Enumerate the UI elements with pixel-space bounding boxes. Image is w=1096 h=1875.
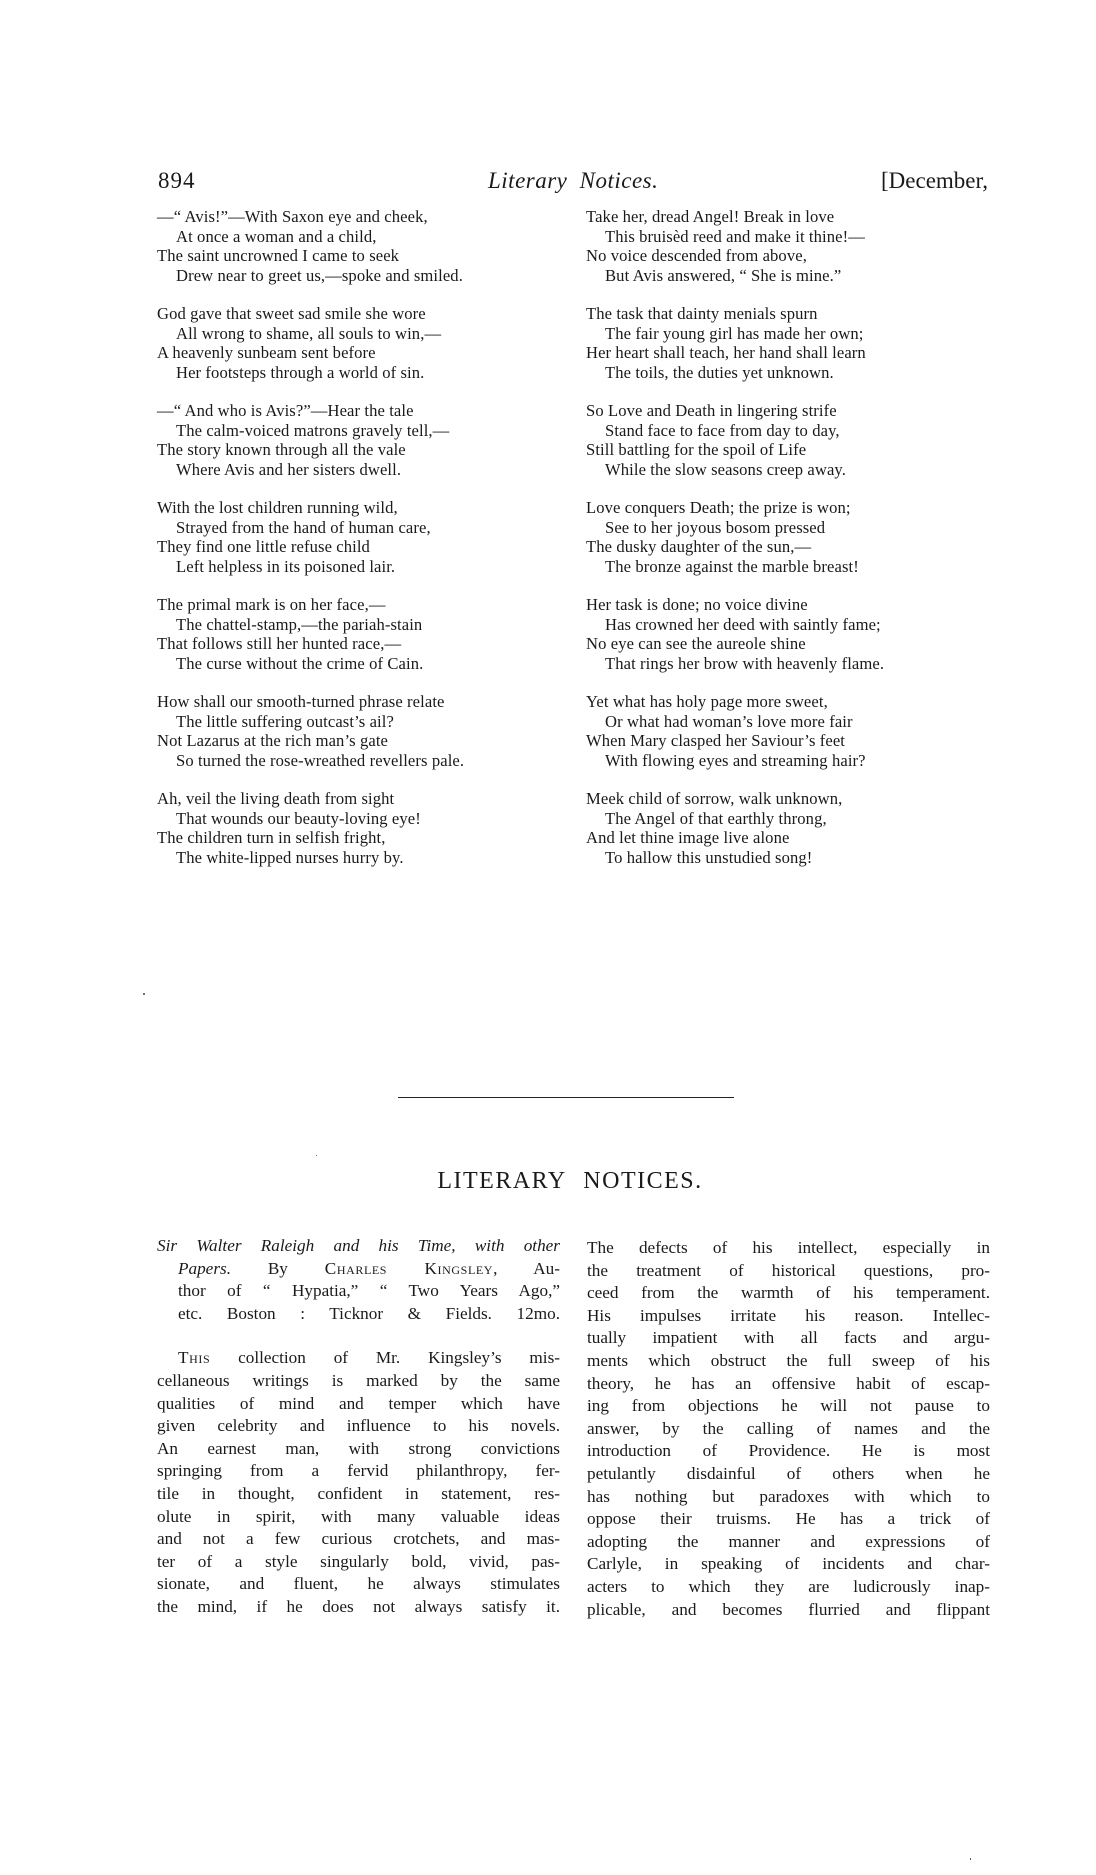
prose-line: His impulses irritate his reason. Intellec- <box>587 1305 990 1325</box>
prose-line: Carlyle, in speaking of incidents and char- <box>587 1554 990 1574</box>
book-title-continued: Papers. <box>178 1258 231 1278</box>
verse-line: The task that dainty menials spurn <box>586 304 818 323</box>
verse-line: When Mary clasped her Saviour’s feet <box>586 731 846 750</box>
verse-line: —“ Avis!”—With Saxon eye and cheek, <box>157 207 428 226</box>
stanza <box>157 498 567 576</box>
verse-line: That rings her brow with heavenly flame. <box>605 653 885 673</box>
verse-line: Not Lazarus at the rich man’s gate <box>157 731 389 750</box>
section-heading: LITERARY NOTICES. <box>437 1168 703 1194</box>
verse-line: The fair young girl has made her own; <box>605 323 864 343</box>
stanza <box>586 498 996 576</box>
verse-line: A heavenly sunbeam sent before <box>157 343 376 362</box>
stanza <box>586 401 996 479</box>
verse-line: No voice descended from above, <box>586 246 807 265</box>
citation-text: , Au- <box>493 1258 560 1278</box>
verse-line: And let thine image live alone <box>586 828 790 847</box>
verse-line: How shall our smooth-turned phrase relate <box>157 692 445 711</box>
review-paragraph <box>587 1237 990 1621</box>
prose-line: sionate, and fluent, he always stimulates <box>157 1574 560 1594</box>
verse-line: Strayed from the hand of human care, <box>176 517 431 537</box>
verse-line: Stand face to face from day to day, <box>605 420 840 440</box>
page-number: 894 <box>158 168 196 193</box>
prose-line: The defects of his intellect, especially in <box>587 1238 990 1257</box>
verse-line: But Avis answered, “ She is mine.” <box>605 265 842 285</box>
verse-line: See to her joyous bosom pressed <box>605 517 826 537</box>
verse-line: The Angel of that earthly throng, <box>605 808 827 828</box>
verse-line: No eye can see the aureole shine <box>586 634 806 653</box>
verse-line: The little suffering outcast’s ail? <box>176 711 394 731</box>
prose-line: answer, by the calling of names and the <box>587 1418 990 1438</box>
prose-line: ceed from the warmth of his temperament. <box>587 1283 990 1303</box>
review-left-column <box>157 1235 560 1619</box>
prose-line: given celebrity and influence to his novels. <box>157 1416 560 1436</box>
poem-left-column <box>157 207 567 886</box>
review-paragraph <box>157 1347 560 1618</box>
book-title: Sir Walter Raleigh and his Time, with other <box>157 1236 560 1255</box>
verse-line: Still battling for the spoil of Life <box>586 440 807 459</box>
verse-line: The white-lipped nurses hurry by. <box>176 847 404 867</box>
print-speck <box>143 993 145 995</box>
verse-line: The curse without the crime of Cain. <box>176 653 424 673</box>
prose-line: oppose their truisms. He has a trick of <box>587 1509 990 1529</box>
lead-in: This <box>178 1348 211 1368</box>
verse-line: Drew near to greet us,—spoke and smiled. <box>176 265 463 285</box>
running-header <box>158 168 988 198</box>
citation-line <box>157 1235 560 1258</box>
verse-line: —“ And who is Avis?”—Hear the tale <box>157 401 414 420</box>
verse-line: The saint uncrowned I came to seek <box>157 246 400 265</box>
running-title: Literary Notices. <box>488 168 659 193</box>
verse-line: They find one little refuse child <box>157 537 370 556</box>
prose-line: plicable, and becomes flurried and flippant <box>587 1599 990 1619</box>
prose-line: acters to which they are ludicrously inap- <box>587 1576 990 1596</box>
prose-line: ter of a style singularly bold, vivid, pas- <box>157 1551 560 1571</box>
prose-line: An earnest man, with strong convictions <box>157 1438 560 1458</box>
verse-line: Love conquers Death; the prize is won; <box>586 498 851 517</box>
prose-line: theory, he has an offensive habit of escap- <box>587 1373 990 1393</box>
prose-line: the treatment of historical questions, pro- <box>587 1260 990 1280</box>
verse-line: That wounds our beauty-loving eye! <box>176 808 421 828</box>
verse-line: Her heart shall teach, her hand shall learn <box>586 343 866 362</box>
verse-line: To hallow this unstudied song! <box>605 847 813 867</box>
verse-line: The toils, the duties yet unknown. <box>605 362 834 382</box>
verse-line: The bronze against the marble breast! <box>605 556 859 576</box>
verse-line: Her footsteps through a world of sin. <box>176 362 425 382</box>
verse-line: Or what had woman’s love more fair <box>605 711 853 731</box>
verse-line: The chattel-stamp,—the pariah-stain <box>176 614 423 634</box>
verse-line: The children turn in selfish fright, <box>157 828 386 847</box>
verse-line: That follows still her hunted race,— <box>157 634 402 653</box>
verse-line: The dusky daughter of the sun,— <box>586 537 812 556</box>
review-right-column <box>587 1237 990 1621</box>
prose-line: ments which obstruct the full sweep of his <box>587 1350 990 1370</box>
stanza <box>586 207 996 285</box>
verse-line: So Love and Death in lingering strife <box>586 401 837 420</box>
prose-line: cellaneous writings is marked by the same <box>157 1370 560 1390</box>
verse-line: The calm-voiced matrons gravely tell,— <box>176 420 450 440</box>
stanza <box>586 304 996 382</box>
stanza <box>157 207 567 285</box>
citation-line <box>178 1258 560 1281</box>
stanza <box>157 401 567 479</box>
verse-line: Ah, veil the living death from sight <box>157 789 395 808</box>
stanza <box>586 692 996 770</box>
verse-line: Yet what has holy page more sweet, <box>586 692 828 711</box>
stanza <box>157 595 567 673</box>
prose-line: and not a few curious crotchets, and mas- <box>157 1529 560 1549</box>
prose-line: qualities of mind and temper which have <box>157 1393 560 1413</box>
prose-text: collection of Mr. Kingsley’s mis- <box>210 1348 560 1368</box>
print-speck <box>970 1858 971 1860</box>
verse-line: All wrong to shame, all souls to win,— <box>176 323 442 343</box>
prose-line: tually impatient with all facts and argu- <box>587 1328 990 1348</box>
prose-line: springing from a fervid philanthropy, fer- <box>157 1461 560 1481</box>
book-citation <box>157 1235 560 1325</box>
prose-line: ing from objections he will not pause to <box>587 1396 990 1416</box>
stanza <box>157 789 567 867</box>
citation-line: thor of “ Hypatia,” “ Two Years Ago,” <box>178 1281 560 1301</box>
prose-line: adopting the manner and expressions of <box>587 1531 990 1551</box>
citation-by: By <box>231 1258 325 1278</box>
verse-line: God gave that sweet sad smile she wore <box>157 304 426 323</box>
prose-line: tile in thought, confident in statement, res- <box>157 1483 560 1503</box>
verse-line: This bruisèd reed and make it thine!— <box>605 226 865 246</box>
prose-line: olute in spirit, with many valuable ideas <box>157 1506 560 1526</box>
stanza <box>586 789 996 867</box>
verse-line: At once a woman and a child, <box>176 226 377 246</box>
citation-publisher: etc. Boston : Ticknor & Fields. 12mo. <box>178 1303 560 1323</box>
verse-line: Left helpless in its poisoned lair. <box>176 556 396 576</box>
verse-line: So turned the rose-wreathed revellers pale. <box>176 750 465 770</box>
section-divider <box>398 1097 734 1098</box>
prose-line: petulantly disdainful of others when he <box>587 1463 990 1483</box>
prose-line <box>157 1347 560 1370</box>
verse-line: Meek child of sorrow, walk unknown, <box>586 789 843 808</box>
verse-line: The story known through all the vale <box>157 440 406 459</box>
verse-line: While the slow seasons creep away. <box>605 459 847 479</box>
verse-line: Where Avis and her sisters dwell. <box>176 459 402 479</box>
print-speck <box>316 1155 317 1156</box>
poem-right-column <box>586 207 996 886</box>
prose-line: the mind, if he does not always satisfy it. <box>157 1596 560 1616</box>
verse-line: Her task is done; no voice divine <box>586 595 808 614</box>
book-author: Charles Kingsley <box>324 1258 494 1278</box>
stanza <box>157 692 567 770</box>
running-date: [December, <box>881 168 988 193</box>
verse-line: Take her, dread Angel! Break in love <box>586 207 835 226</box>
stanza <box>586 595 996 673</box>
prose-line: has nothing but paradoxes with which to <box>587 1486 990 1506</box>
prose-line: introduction of Providence. He is most <box>587 1441 990 1461</box>
verse-line: The primal mark is on her face,— <box>157 595 386 614</box>
verse-line: Has crowned her deed with saintly fame; <box>605 614 881 634</box>
verse-line: With flowing eyes and streaming hair? <box>605 750 866 770</box>
stanza <box>157 304 567 382</box>
verse-line: With the lost children running wild, <box>157 498 398 517</box>
